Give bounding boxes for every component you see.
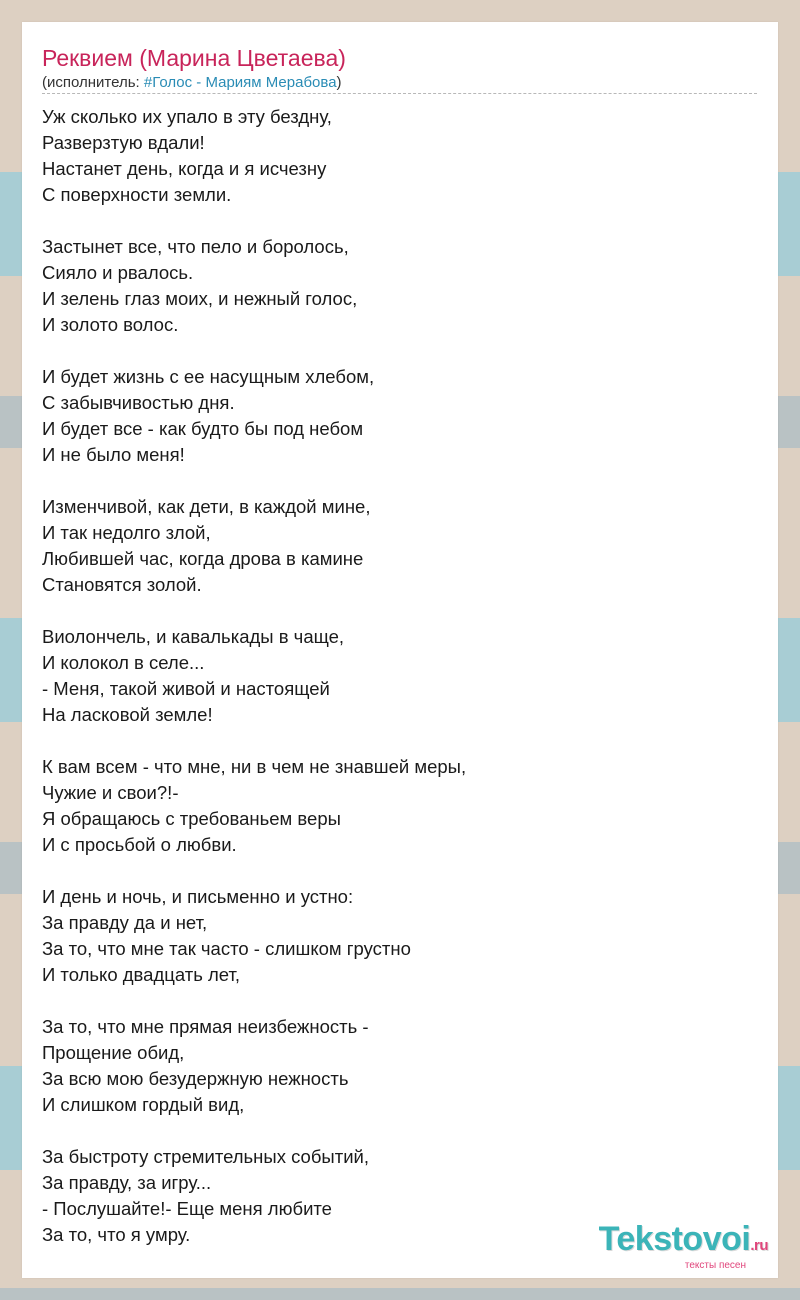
lyrics-line: Изменчивой, как дети, в каждой мине, <box>42 496 371 517</box>
lyrics-line: - Меня, такой живой и настоящей <box>42 678 330 699</box>
lyrics-line: Я обращаюсь с требованьем веры <box>42 808 341 829</box>
lyrics-stanza <box>42 104 742 208</box>
performer-link[interactable]: #Голос - Мариям Мерабова <box>143 74 337 91</box>
lyrics-line: Застынет все, что пело и боролось, <box>42 236 349 257</box>
lyrics-line: И слишком гордый вид, <box>42 1094 245 1115</box>
performer-prefix: (исполнитель: <box>42 74 144 91</box>
lyrics-line: За то, что я умру. <box>42 1224 191 1245</box>
lyrics-line: Прощение обид, <box>42 1042 185 1063</box>
lyrics-line: Чужие и свои?!- <box>42 782 179 803</box>
lyrics-stanza <box>42 884 742 988</box>
lyrics-line: За правду да и нет, <box>42 912 208 933</box>
lyrics-stanza <box>42 234 742 338</box>
lyrics-stanza <box>42 1014 742 1118</box>
lyrics-line: Разверзтую вдали! <box>42 132 205 153</box>
logo-name: Tekstovoi <box>598 1220 751 1258</box>
lyrics-line: И колокол в селе... <box>42 652 205 673</box>
lyrics-line: - Послушайте!- Еще меня любите <box>42 1198 332 1219</box>
lyrics-line: Любившей час, когда дрова в камине <box>42 548 364 569</box>
lyrics-line: За правду, за игру... <box>42 1172 212 1193</box>
logo-tagline: тексты песен <box>684 1260 746 1271</box>
lyrics-line: К вам всем - что мне, ни в чем не знавшей меры, <box>42 756 467 777</box>
performer-suffix: ) <box>336 74 342 91</box>
lyrics-line: С поверхности земли. <box>42 184 232 205</box>
lyrics-body <box>42 104 742 1274</box>
lyrics-stanza <box>42 754 742 858</box>
title-divider <box>42 93 757 94</box>
lyrics-line: На ласковой земле! <box>42 704 213 725</box>
lyrics-stanza <box>42 364 742 468</box>
lyrics-line: И день и ночь, и письменно и устно: <box>42 886 354 907</box>
lyrics-line: И не было меня! <box>42 444 185 465</box>
lyrics-line: Сияло и рвалось. <box>42 262 194 283</box>
lyrics-line: И так недолго злой, <box>42 522 211 543</box>
site-logo[interactable] <box>599 1221 768 1272</box>
lyrics-stanza <box>42 494 742 598</box>
lyrics-line: И зелень глаз моих, и нежный голос, <box>42 288 358 309</box>
lyrics-line: Становятся золой. <box>42 574 202 595</box>
lyrics-line: Виолончель, и кавалькады в чаще, <box>42 626 345 647</box>
lyrics-line: И с просьбой о любви. <box>42 834 237 855</box>
song-title: Реквием (Марина Цветаева) <box>42 45 346 71</box>
performer-line <box>42 73 342 93</box>
lyrics-stanza <box>42 624 742 728</box>
lyrics-line: Настанет день, когда и я исчезну <box>42 158 327 179</box>
lyrics-line: За быстроту стремительных событий, <box>42 1146 370 1167</box>
lyrics-line: За то, что мне так часто - слишком грустно <box>42 938 411 959</box>
logo-suffix: .ru <box>750 1237 768 1254</box>
lyrics-line: И золото волос. <box>42 314 179 335</box>
lyrics-line: За всю мою безудержную нежность <box>42 1068 349 1089</box>
lyrics-card <box>22 22 778 1278</box>
lyrics-line: И только двадцать лет, <box>42 964 241 985</box>
lyrics-line: За то, что мне прямая неизбежность - <box>42 1016 369 1037</box>
lyrics-line: И будет жизнь с ее насущным хлебом, <box>42 366 375 387</box>
lyrics-line: С забывчивостью дня. <box>42 392 235 413</box>
lyrics-line: Уж сколько их упало в эту бездну, <box>42 106 332 127</box>
lyrics-line: И будет все - как будто бы под небом <box>42 418 364 439</box>
